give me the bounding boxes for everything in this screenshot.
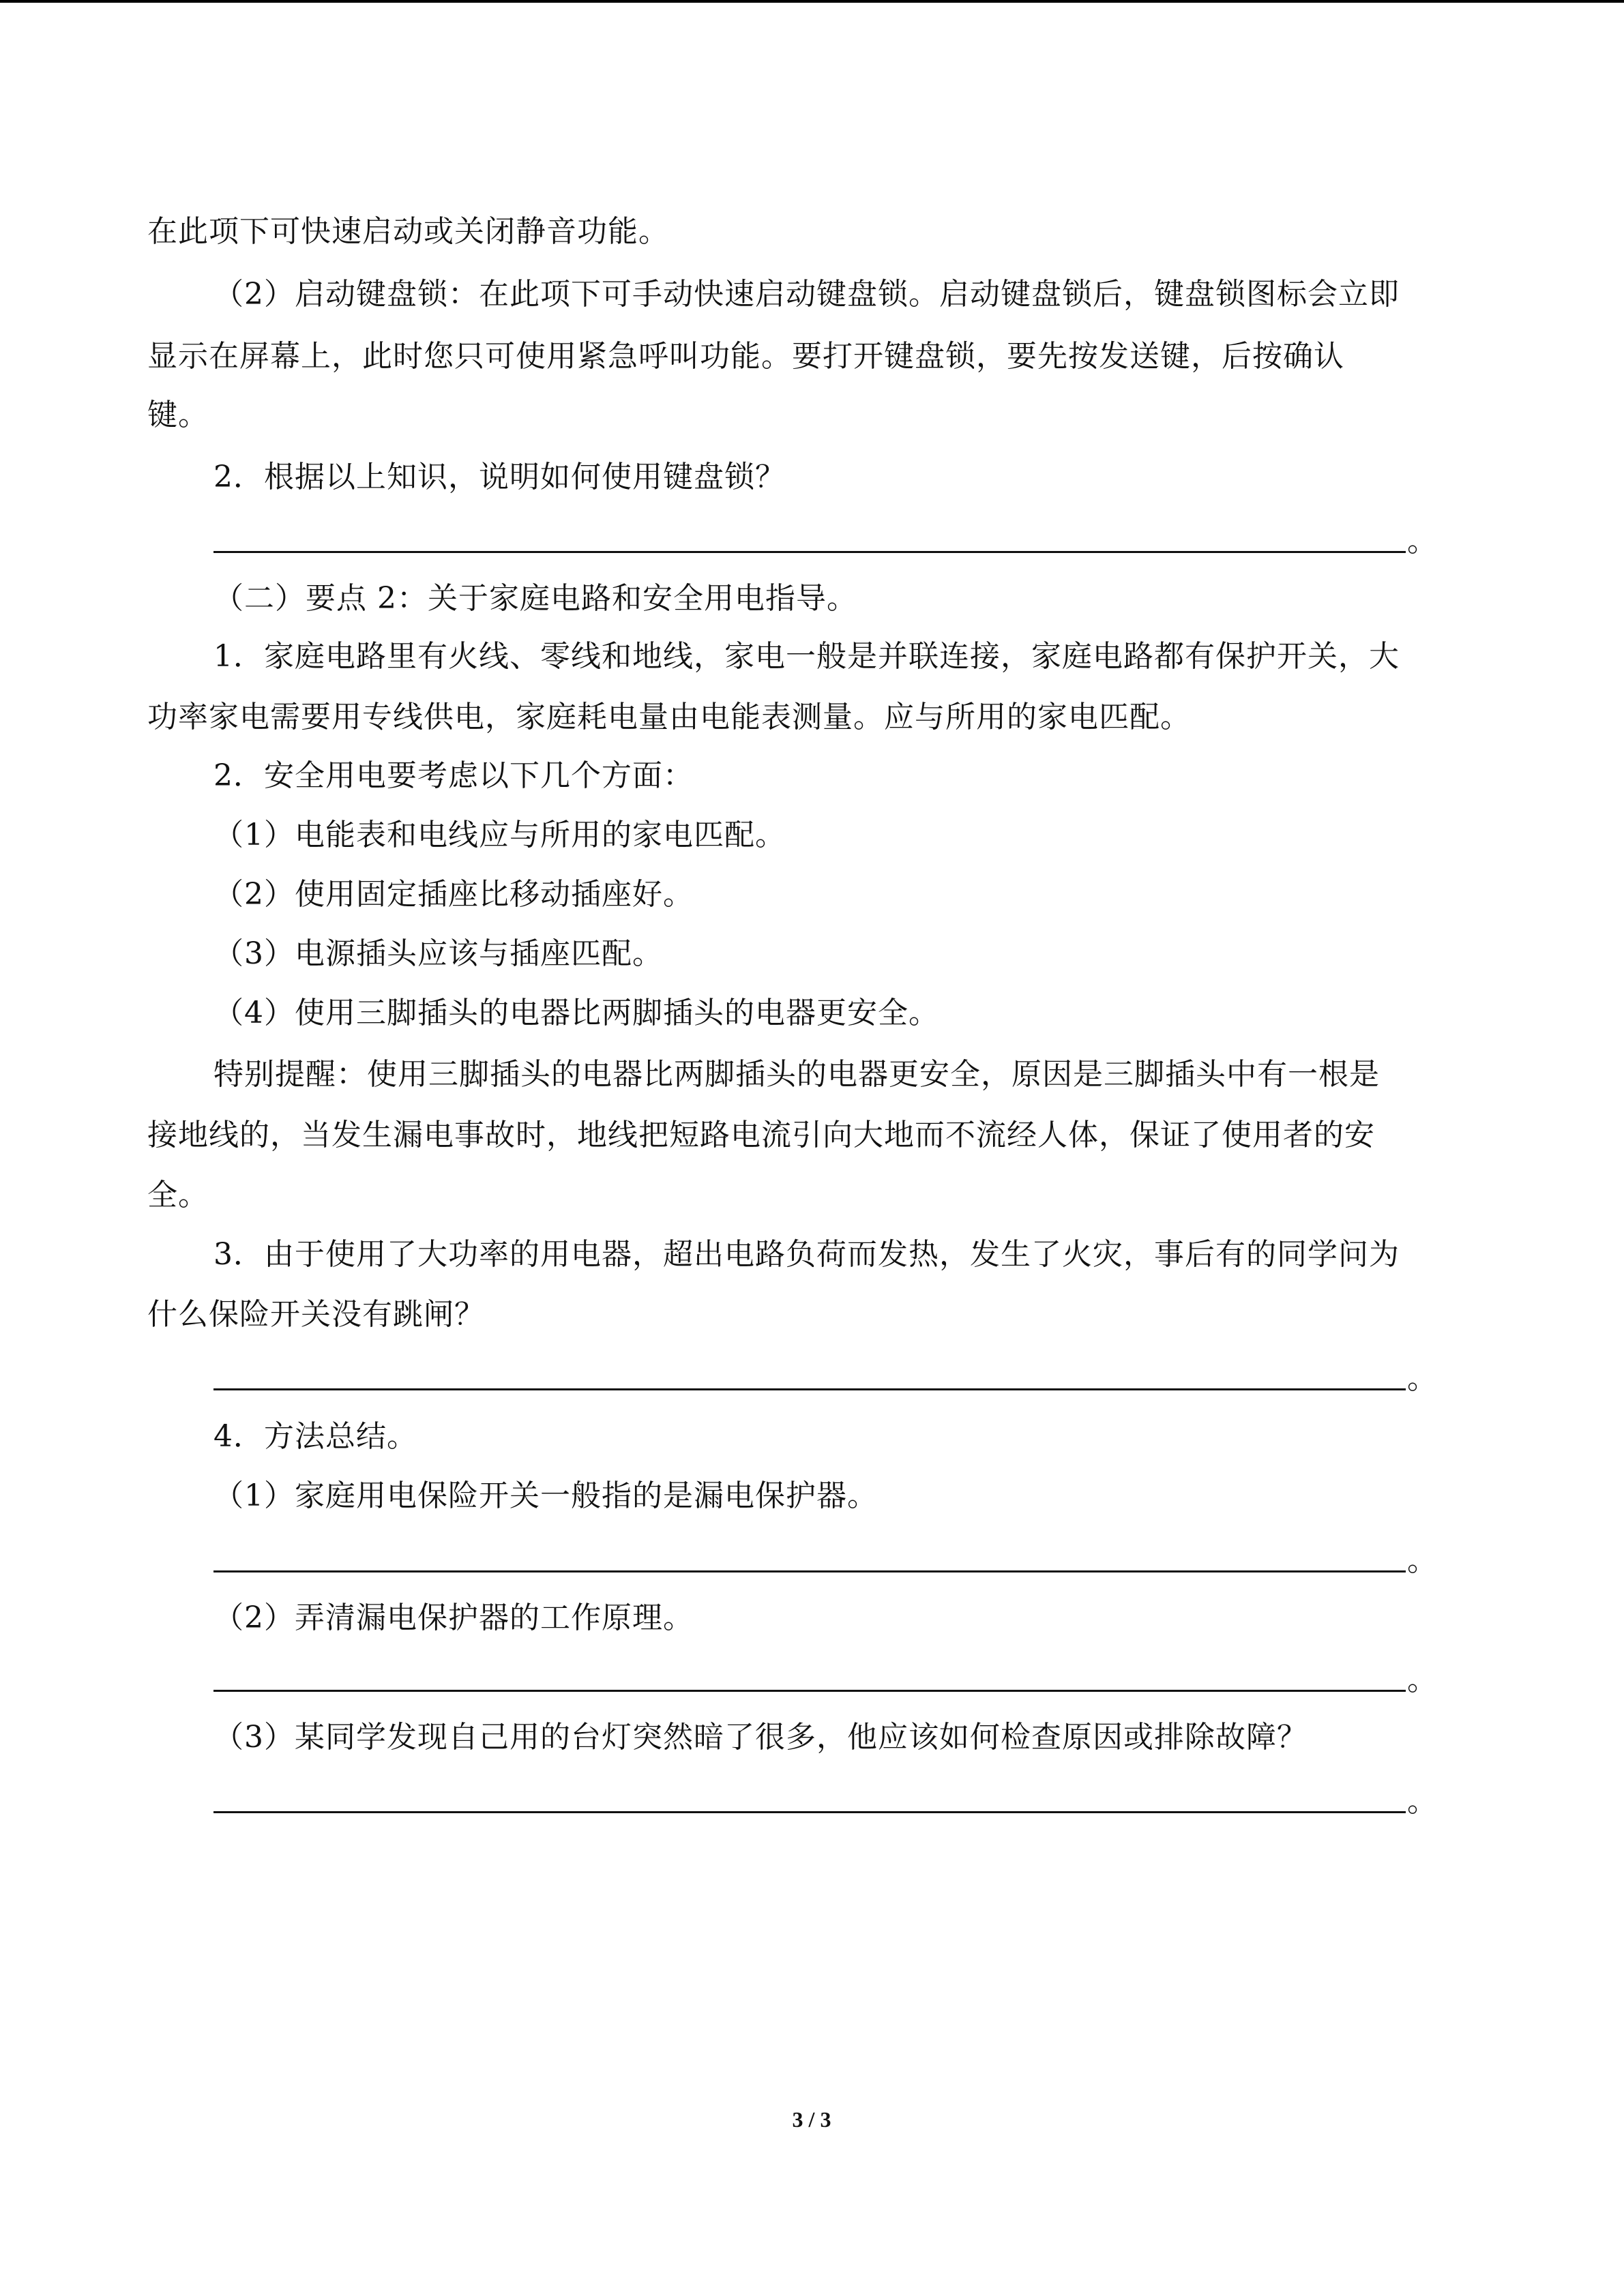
list-item: （2）弄清漏电保护器的工作原理。	[213, 1600, 694, 1635]
section-heading: （二）要点 2：关于家庭电路和安全用电指导。	[213, 581, 857, 616]
question-4: 4．方法总结。	[213, 1419, 417, 1454]
blank-period: 。	[1407, 1663, 1437, 1697]
text-line: 特别提醒：使用三脚插头的电器比两脚插头的电器更安全，原因是三脚插头中有一根是	[213, 1057, 1380, 1092]
list-item: （4）使用三脚插头的电器比两脚插头的电器更安全。	[213, 996, 939, 1030]
blank-period: 。	[1407, 1361, 1437, 1396]
text-line: 什么保险开关没有跳闸？	[147, 1297, 485, 1332]
answer-blank-q3	[213, 1388, 1406, 1390]
answer-blank-4-1	[213, 1570, 1406, 1572]
answer-blank-4-2	[213, 1690, 1406, 1692]
text-line: 键。	[147, 398, 209, 432]
list-item: （2）使用固定插座比移动插座好。	[213, 877, 694, 912]
page-number: 3 / 3	[792, 2107, 831, 2132]
list-item: （3）某同学发现自己用的台灯突然暗了很多，他应该如何检查原因或排除故障？	[213, 1720, 1308, 1755]
blank-period: 。	[1407, 1543, 1437, 1578]
text-line: （2）启动键盘锁：在此项下可手动快速启动键盘锁。启动键盘锁后，键盘锁图标会立即	[213, 277, 1400, 312]
text-line: 接地线的，当发生漏电事故时，地线把短路电流引向大地而不流经人体，保证了使用者的安	[147, 1118, 1375, 1152]
list-item: （3）电源插头应该与插座匹配。	[213, 936, 663, 971]
answer-blank-q2	[213, 551, 1406, 553]
top-border-rule	[0, 0, 1624, 3]
text-line: 全。	[147, 1178, 209, 1212]
text-line: 在此项下可快速启动或关闭静音功能。	[147, 214, 669, 249]
question-2: 2．根据以上知识，说明如何使用键盘锁？	[213, 460, 786, 494]
list-item: （1）电能表和电线应与所用的家电匹配。	[213, 818, 786, 852]
question-3: 3．由于使用了大功率的用电器，超出电路负荷而发热，发生了火灾，事后有的同学问为	[213, 1237, 1400, 1272]
blank-period: 。	[1407, 1784, 1437, 1819]
text-line: 显示在屏幕上，此时您只可使用紧急呼叫功能。要打开键盘锁，要先按发送键，后按确认	[147, 339, 1344, 374]
blank-period: 。	[1407, 524, 1437, 558]
answer-blank-4-3	[213, 1811, 1406, 1813]
text-line: 功率家电需要用专线供电，家庭耗电量由电能表测量。应与所用的家电匹配。	[147, 700, 1191, 734]
text-line: 1．家庭电路里有火线、零线和地线，家电一般是并联连接，家庭电路都有保护开关，大	[213, 639, 1400, 674]
list-item: （1）家庭用电保险开关一般指的是漏电保护器。	[213, 1478, 878, 1513]
text-line: 2．安全用电要考虑以下几个方面：	[213, 758, 694, 793]
